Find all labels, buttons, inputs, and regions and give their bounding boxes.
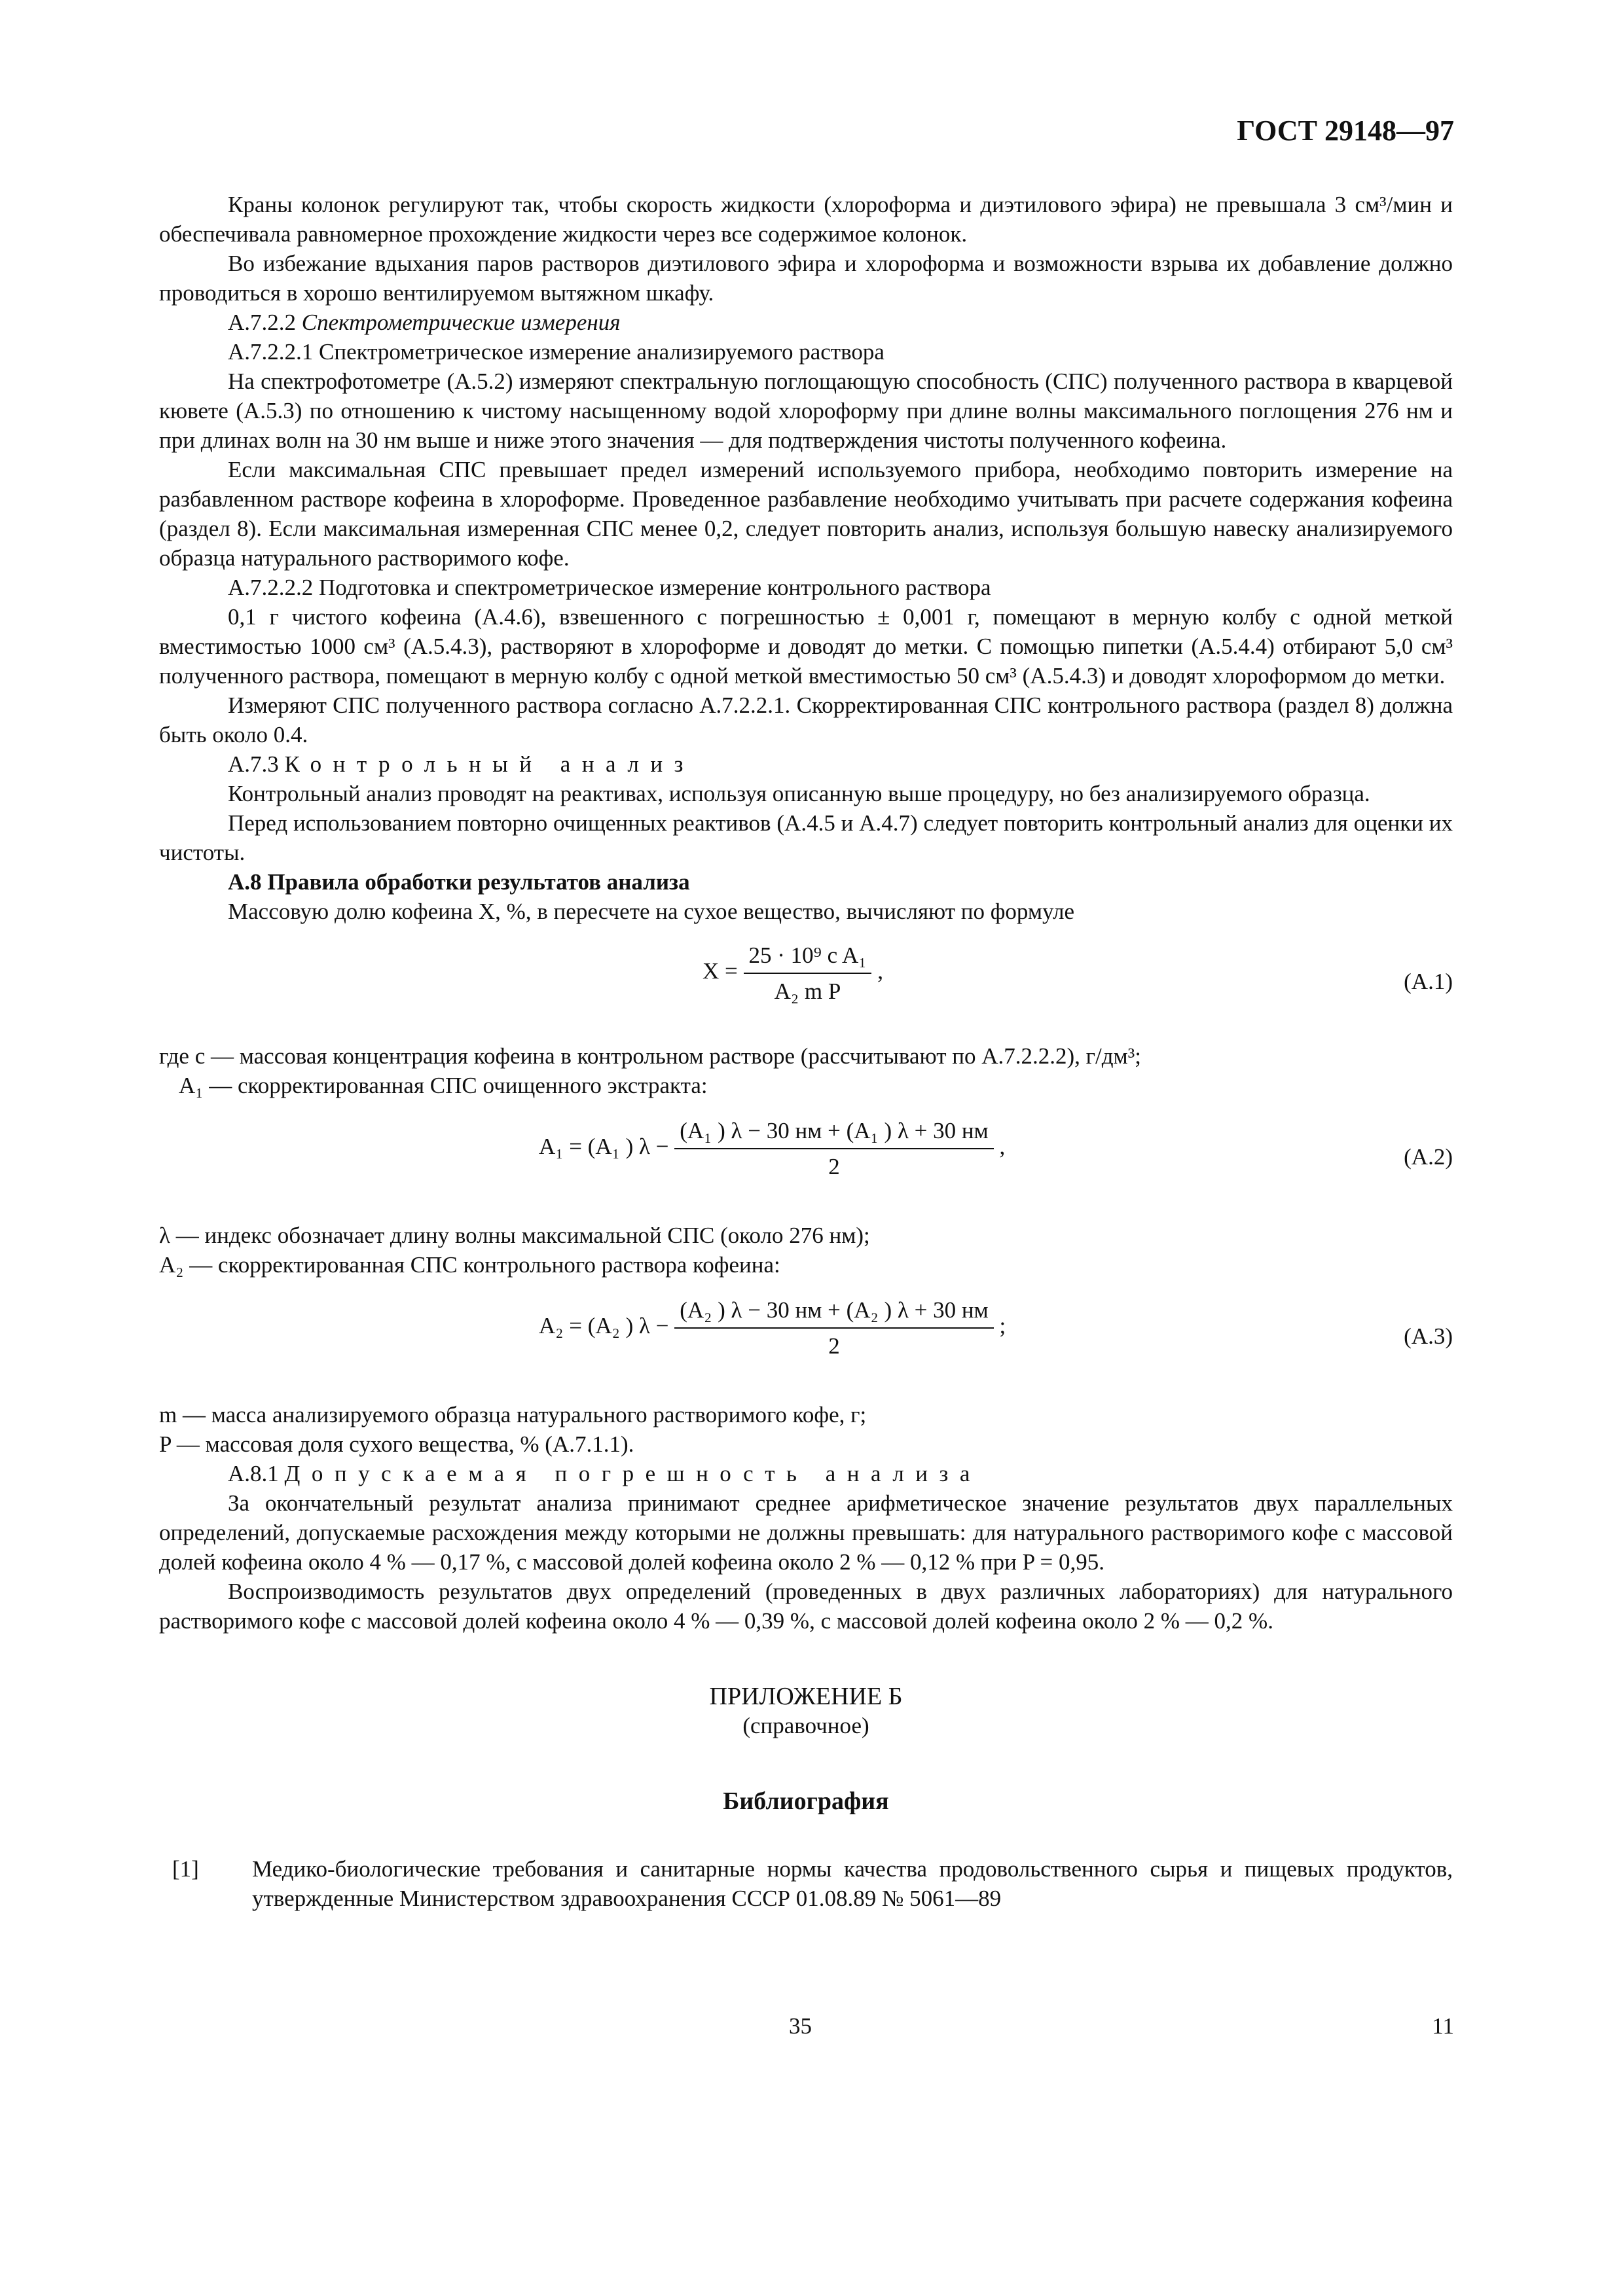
formula-number: (А.1) — [1404, 969, 1453, 994]
paragraph-control-solution: 0,1 г чистого кофеина (А.4.6), взвешенного с погрешностью ± 0,001 г, помещают в мерную колбу с одной меткой вместимостью 1000 см³ (А.5.4.3), растворяют в хлороформе и доводят до метки. С помощью пипетки (А.5.4.4) отбирают 5,0 см³ полученного раствора, помещают в мерную колбу с одной меткой вместимостью 50 см³ (А.5.4.3) и доводят хлороформом до метки. — [159, 604, 1453, 689]
formula-numerator: (A₂ ) λ − 30 нм + (A₂ ) λ + 30 нм — [674, 1295, 994, 1329]
section-heading-a7-3 — [159, 749, 1453, 779]
section-title: Контрольный анализ — [284, 751, 695, 777]
formula-fraction — [674, 1295, 994, 1361]
page-number-center: 35 — [789, 2013, 812, 2039]
formula-numerator: (A₁ ) λ − 30 нм + (A₁ ) λ + 30 нм — [674, 1116, 994, 1149]
page-number-right: 11 — [1432, 2013, 1454, 2039]
paragraph-measure-control: Измеряют СПС полученного раствора согласно А.7.2.2.1. Скорректированная СПС контрольного раствора (раздел 8) должна быть около 0.4. — [159, 692, 1453, 747]
paragraph-reproducibility: Воспроизводимость результатов двух определений (проведенных в двух различных лабораториях) для натурального растворимого кофе с массовой долей кофеина около 4 % — 0,39 %, с массовой долей кофеина около 2 % — 0,2 %. — [159, 1579, 1453, 1634]
formula-denominator: 2 — [828, 1154, 840, 1179]
formula-a3 — [159, 1295, 1453, 1393]
section-number: А.7.2.2 — [228, 310, 297, 335]
formula-denominator: A₂ m P — [774, 978, 841, 1004]
formula-a1 — [159, 941, 1453, 1032]
where-p: P — массовая доля сухого вещества, % (А.7.1.1). — [159, 1431, 634, 1457]
paragraph-spectrophotometer: На спектрофотометре (А.5.2) измеряют спектральную поглощающую способность (СПС) полученного раствора в кварцевой кювете (А.5.3) по отношению к чистому насыщенному водой хлороформу при длине волны максимального поглощения 276 нм и при длинах волн на 30 нм выше и ниже этого значения — для подтверждения чистоты полученного кофеина. — [159, 368, 1453, 453]
bibliography-item-number: [1] — [172, 1856, 199, 1882]
formula-punctuation: , — [999, 1134, 1006, 1160]
section-number: А.8.1 — [228, 1461, 279, 1486]
where-m: m — масса анализируемого образца натурального растворимого кофе, г; — [159, 1402, 867, 1427]
paragraph-tolerance: За окончательный результат анализа принимают среднее арифметическое значение результатов двух параллельных определений, допускаемые расхождения между которыми не должны превышать: для натурального растворимого кофе с массовой долей кофеина около 4 % — 0,17 %, с массовой долей кофеина около 2 % — 0,12 % при P = 0,95. — [159, 1490, 1453, 1575]
appendix-subtitle: (справочное) — [742, 1713, 869, 1738]
formula-denominator: 2 — [828, 1333, 840, 1359]
document-body — [159, 190, 1453, 1913]
formula-punctuation: ; — [999, 1313, 1006, 1339]
section-heading-a7-2-2-1: А.7.2.2.1 Спектрометрическое измерение анализируемого раствора — [228, 339, 884, 365]
section-title: Допускаемая погрешность анализа — [284, 1461, 981, 1486]
standard-code-header: ГОСТ 29148—97 — [1237, 115, 1454, 147]
formula-fraction — [674, 1116, 994, 1181]
bibliography-title: Библиография — [723, 1787, 889, 1815]
paragraph-formula-intro: Массовую долю кофеина X, %, в пересчете на сухое вещество, вычисляют по формуле — [228, 899, 1075, 924]
paragraph-reagents: Перед использованием повторно очищенных реактивов (А.4.5 и А.4.7) следует повторить контрольный анализ для оценки их чистоты. — [159, 810, 1453, 865]
section-number: А.7.3 — [228, 751, 279, 777]
section-heading-a7-2-2-2: А.7.2.2.2 Подготовка и спектрометрическое измерение контрольного раствора — [228, 575, 991, 600]
formula-lhs: A₁ = (A₁ ) λ − — [539, 1134, 669, 1160]
formula-lhs: A₂ = (A₂ ) λ − — [539, 1313, 669, 1339]
formula-a2 — [159, 1116, 1453, 1214]
section-heading-a8-1 — [159, 1459, 1453, 1488]
bibliography-item-text: Медико-биологические требования и санитарные нормы качества продовольственного сырья и пищевых продуктов, утвержденные Министерством здравоохранения СССР 01.08.89 № 5061—89 — [252, 1856, 1453, 1911]
formula-number: (А.2) — [1404, 1144, 1453, 1170]
where-a2: A₂ — скорректированная СПС контрольного раствора кофеина: — [159, 1252, 780, 1278]
paragraph-control-analysis: Контрольный анализ проводят на реактивах, используя описанную выше процедуру, но без анализируемого образца. — [228, 781, 1370, 806]
section-heading-a8: А.8 Правила обработки результатов анализа — [228, 869, 690, 895]
where-lambda: λ — индекс обозначает длину волны максимальной СПС (около 276 нм); — [159, 1223, 870, 1248]
appendix-title: ПРИЛОЖЕНИЕ Б — [709, 1683, 903, 1710]
paragraph-safety-note: Во избежание вдыхания паров растворов диэтилового эфира и хлороформа и возможности взрыва их добавление должно проводиться в хорошо вентилируемом вытяжном шкафу. — [159, 251, 1453, 306]
formula-punctuation: , — [877, 958, 883, 984]
paragraph-dilution: Если максимальная СПС превышает предел измерений используемого прибора, необходимо повторить измерение на разбавленном растворе кофеина в хлороформе. Проведенное разбавление необходимо учитывать при расчете содержания кофеина (раздел 8). Если максимальная измеренная СПС менее 0,2, следует повторить анализ, используя большую навеску анализируемого образца натурального растворимого кофе. — [159, 457, 1453, 571]
bibliography-item — [159, 1854, 1453, 1913]
section-heading-a7-2-2 — [159, 308, 1453, 337]
paragraph-column-taps: Краны колонок регулируют так, чтобы скорость жидкости (хлороформа и диэтилового эфира) не превышала 3 см³/мин и обеспечивала равномерное прохождение жидкости через все содержимое колонок. — [159, 192, 1453, 247]
formula-lhs: X = — [702, 958, 738, 984]
where-a1: A₁ — скорректированная СПС очищенного экстракта: — [179, 1073, 708, 1098]
where-c: где c — массовая концентрация кофеина в контрольном растворе (рассчитывают по А.7.2.2.2), г/дм³; — [159, 1043, 1141, 1069]
formula-fraction — [744, 941, 872, 1006]
formula-number: (А.3) — [1404, 1323, 1453, 1349]
formula-numerator: 25 · 10⁹ c A₁ — [744, 941, 872, 974]
section-title: Спектрометрические измерения — [301, 310, 621, 335]
